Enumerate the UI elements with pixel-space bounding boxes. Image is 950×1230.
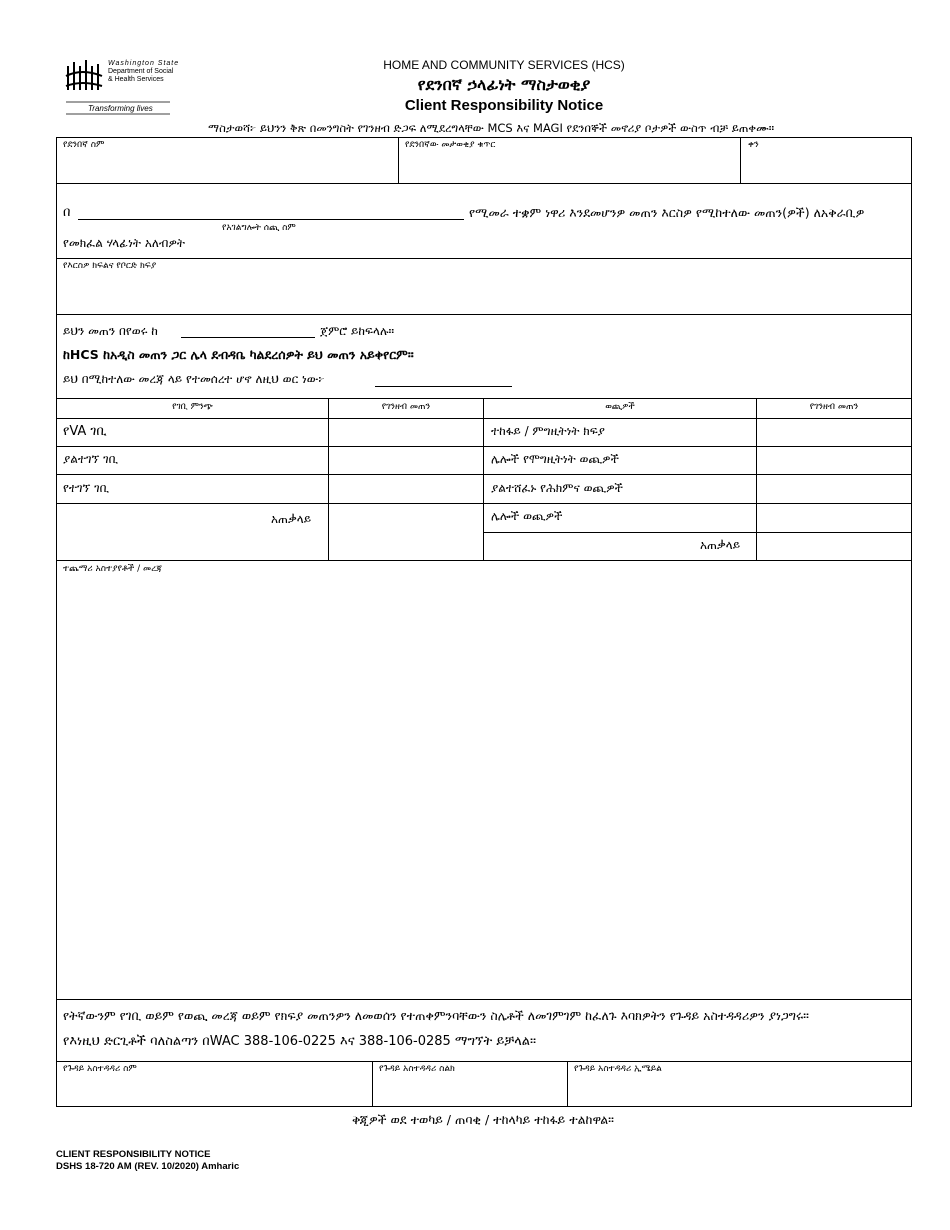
expense-row: ሌሎች የሞግዚትነት ወጪዎች — [491, 452, 619, 466]
expense-total-field[interactable] — [757, 533, 911, 560]
comments-field[interactable] — [57, 576, 911, 998]
income-row: ያልተገኘ ገቢ — [63, 452, 118, 466]
client-id-field[interactable] — [399, 152, 739, 183]
guardianship-expense-amount-field[interactable] — [757, 447, 911, 474]
earned-income-amount-field[interactable] — [329, 475, 483, 503]
monthly-text-a: ይህን መጠን በየወሩ ከ — [63, 324, 158, 338]
logo-wordmark: Washington State Department of Social & Health Services — [108, 60, 180, 83]
case-manager-phone-label: የጉዳይ አስተዳዳሪ ስልክ — [379, 1064, 455, 1074]
comments-label: ተጨማሪ አስተያየቶች / መረጃ — [63, 564, 163, 574]
case-manager-name-field[interactable] — [57, 1076, 372, 1106]
unearned-income-amount-field[interactable] — [329, 447, 483, 474]
usage-note: ማስታወሻ፦ ይህንን ቅጽ በመንግስት የገንዘብ ድጋፍ ለሚደረግላቸው MCS እና MAGI የደንበኞች መኖሪያ ቦታዎች ውስጥ ብቻ ይጠቀሙ። — [208, 121, 775, 135]
org-name: HOME AND COMMUNITY SERVICES (HCS) — [383, 58, 625, 72]
income-source-header: የገቢ ምንጭ — [172, 402, 213, 412]
va-income-amount-field[interactable] — [329, 419, 483, 446]
footer-form-number: DSHS 18-720 AM (REV. 10/2020) Amharic — [56, 1161, 240, 1172]
room-board-label: የእርስዎ ክፍልና የቦርድ ክፍያ — [63, 261, 157, 271]
expense-row: ያልተሸፈኑ የሕክምና ወጪዎች — [491, 481, 624, 495]
page-title-amharic: የደንበኛ ኃላፊነት ማስታወቂያ — [417, 75, 591, 94]
facility-text-line2: የመክፈል ሃላፊነት አለብዎት — [63, 236, 185, 250]
provider-name-field[interactable] — [78, 219, 464, 220]
client-name-field[interactable] — [57, 152, 397, 183]
expense-total-label: አጠቃላይ — [700, 538, 741, 552]
income-row: የተገኘ ገቢ — [63, 481, 109, 495]
date-label: ቀን — [748, 140, 759, 150]
facility-text: የሚመራ ተቋም ነዋሪ እንደመሆንዎ መጠን እርስዎ የሚከተለው መጠን(ዎች) ለአቅራቢዎ — [469, 205, 865, 220]
logo-tagline: Transforming lives — [88, 104, 153, 113]
other-expense-amount-field[interactable] — [757, 504, 911, 532]
medical-expense-amount-field[interactable] — [757, 475, 911, 503]
room-board-field[interactable] — [57, 272, 911, 313]
footer-form-name: CLIENT RESPONSIBILITY NOTICE — [56, 1149, 211, 1160]
copies-note: ቅጂዎች ወደ ተወካይ / ጠባቂ / ተከላካይ ተከፋይ ተልከዋል። — [352, 1112, 614, 1127]
income-amount-header: የገንዘብ መጠን — [381, 402, 431, 412]
expense-row: ሌሎች ወጪዎች — [491, 509, 563, 523]
client-id-label: የደንበኛው መታወቂያ ቁጥር — [405, 140, 496, 150]
income-total-label: አጠቃላይ — [271, 512, 312, 526]
authority-text: የእነዚህ ድርጊቶች ባለስልጣን በWAC 388-106-0225 እና 388-106-0285 ማግኘት ይቻላል። — [63, 1034, 537, 1049]
contact-text: የትኛውንም የገቢ ወይም የወጪ መረጃ ወይም የክፍያ መጠንዎን ለመወሰን የተጠቀምንባቸውን ስሌቶች ለመገምገም ከፈለጉ እባክዎትን የጉዳይ አስተዳዳሪዎን ያነጋግሩ። — [63, 1008, 809, 1023]
date-field[interactable] — [741, 152, 911, 183]
case-manager-email-label: የጉዳይ አስተዳዳሪ ኢሜይል — [574, 1064, 662, 1074]
expenses-header: ወጪዎች — [605, 402, 635, 412]
facility-prefix: በ — [63, 205, 71, 220]
page-title: Client Responsibility Notice — [404, 97, 604, 114]
month-field[interactable] — [375, 386, 512, 387]
start-date-field[interactable] — [181, 337, 315, 338]
case-manager-name-label: የጉዳይ አስተዳዳሪ ስም — [63, 1064, 137, 1074]
case-manager-phone-field[interactable] — [373, 1076, 567, 1106]
payee-fee-amount-field[interactable] — [757, 419, 911, 446]
expense-row: ተከፋይ / ምግዚትነት ክፍያ — [491, 424, 605, 438]
income-row: የVA ገቢ — [63, 424, 107, 439]
amount-notice: ከHCS ከአዲስ መጠን ጋር ሌላ ደብዳቤ ካልደረሰዎት ይህ መጠን አይቀየርም። — [63, 347, 414, 362]
provider-name-label: የአገልግሎት ሰጪ ስም — [222, 223, 296, 233]
case-manager-email-field[interactable] — [568, 1076, 911, 1106]
expense-amount-header: የገንዘብ መጠን — [809, 402, 859, 412]
monthly-text-b: ጀምሮ ይከፍላሉ። — [320, 324, 395, 338]
based-on-text: ይህ በሚከተለው መረጃ ላይ የተመሰረተ ሆኖ ለዚህ ወር ነው፦ — [63, 372, 325, 386]
income-total-field[interactable] — [329, 504, 483, 560]
client-name-label: የደንበኛ ስም — [63, 140, 105, 150]
